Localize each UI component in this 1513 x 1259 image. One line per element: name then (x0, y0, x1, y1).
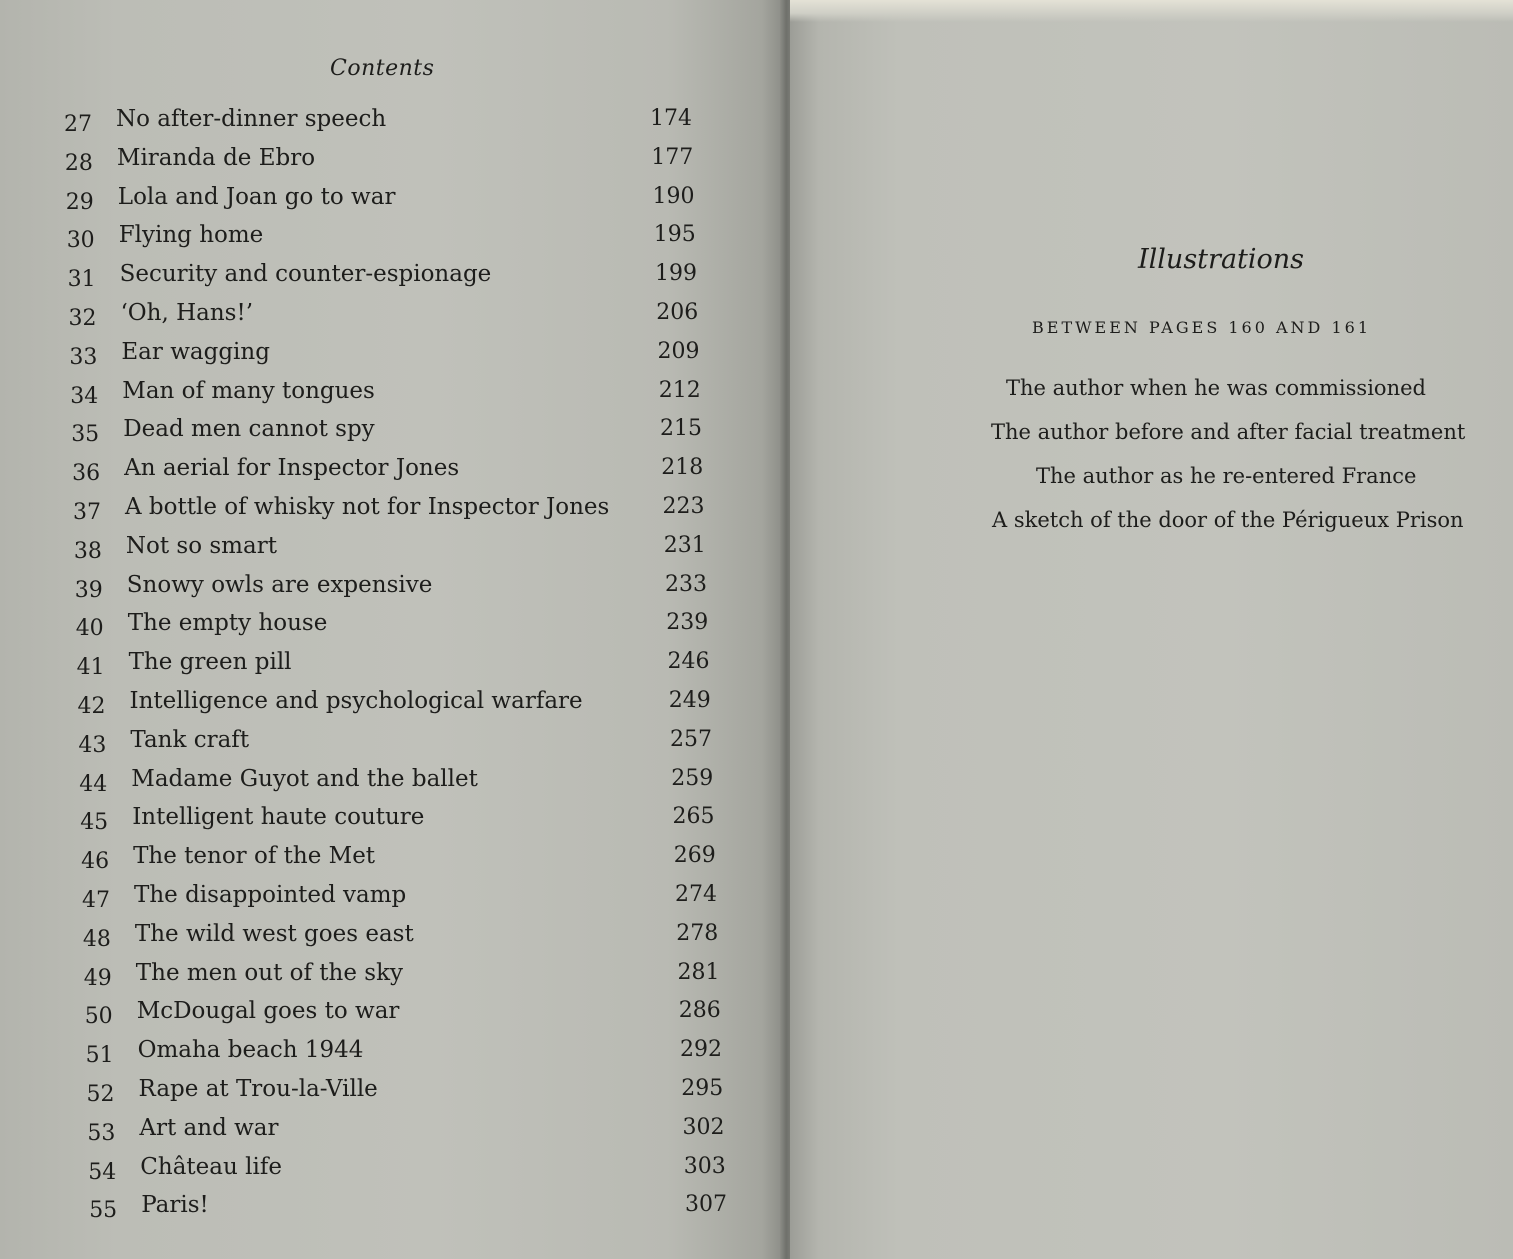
contents-entry (70, 378, 707, 412)
contents-entry (76, 610, 710, 644)
chapter-page-number: 292 (679, 1037, 722, 1063)
contents-entry (78, 727, 710, 761)
illustrations-subheading: BETWEEN PAGES 160 AND 161 (1032, 318, 1371, 337)
illustrations-heading: Illustrations (1138, 244, 1305, 275)
chapter-number: 48 (82, 926, 111, 952)
chapter-title: Tank craft (130, 726, 250, 753)
chapter-number: 40 (75, 616, 104, 642)
chapter-title: Flying home (118, 222, 264, 249)
contents-entry (73, 494, 708, 528)
contents-entry (87, 1114, 725, 1149)
chapter-page-number: 231 (663, 532, 706, 558)
chapter-page-number: 195 (653, 222, 696, 248)
chapter-page-number: 209 (657, 338, 700, 364)
chapter-title: The tenor of the Met (133, 843, 376, 870)
chapter-page-number: 246 (667, 649, 710, 675)
chapter-title: Not so smart (125, 532, 277, 559)
chapter-title: An aerial for Inspector Jones (124, 455, 460, 482)
illustration-item: The author as he re-entered France (1036, 464, 1417, 488)
chapter-number: 51 (85, 1043, 114, 1069)
contents-entry (89, 1192, 727, 1226)
contents-entry (67, 222, 706, 256)
chapter-title: The disappointed vamp (134, 882, 407, 908)
contents-entry (69, 339, 706, 373)
running-head: Contents (330, 56, 435, 81)
chapter-title: The green pill (128, 649, 292, 676)
chapter-page-number: 265 (672, 804, 715, 830)
contents-entry (65, 145, 705, 179)
chapter-page-number: 278 (676, 920, 719, 946)
page-top-edge (790, 0, 1513, 22)
chapter-title: A bottle of whisky not for Inspector Jones (125, 494, 610, 520)
illustrations-page (790, 0, 1513, 1259)
chapter-number: 45 (80, 810, 109, 836)
chapter-number: 27 (64, 112, 92, 137)
contents-entry (84, 998, 721, 1032)
chapter-number: 44 (79, 771, 108, 797)
chapter-page-number: 307 (684, 1192, 727, 1218)
contents-entry (86, 1076, 724, 1110)
chapter-page-number: 303 (683, 1153, 726, 1179)
chapter-page-number: 257 (669, 726, 712, 752)
chapter-number: 29 (65, 189, 94, 215)
chapter-number: 36 (72, 461, 101, 487)
chapter-page-number: 174 (650, 106, 692, 131)
chapter-title: Intelligence and psychological warfare (129, 688, 583, 714)
chapter-number: 31 (67, 267, 96, 293)
chapter-number: 33 (69, 344, 98, 370)
chapter-page-number: 215 (659, 416, 702, 442)
chapter-number: 28 (64, 150, 93, 176)
chapter-page-number: 239 (666, 610, 709, 636)
contents-entry (85, 1037, 722, 1071)
contents-entry (82, 920, 719, 955)
contents-entry (88, 1153, 726, 1188)
chapter-page-number: 302 (682, 1114, 725, 1140)
contents-entry (79, 765, 714, 800)
chapter-number: 30 (66, 228, 95, 254)
chapter-title: Omaha beach 1944 (137, 1037, 364, 1064)
chapter-title: Man of many tongues (122, 377, 375, 404)
chapter-page-number: 199 (654, 261, 697, 287)
contents-entry (75, 572, 709, 606)
chapter-number: 38 (73, 538, 102, 564)
chapter-number: 32 (68, 306, 97, 331)
contents-entry (69, 300, 707, 334)
chapter-title: Snowy owls are expensive (126, 571, 433, 598)
chapter-title: Security and counter-espionage (119, 261, 492, 288)
chapter-title: Rape at Trou-la-Ville (138, 1076, 378, 1102)
chapter-page-number: 206 (656, 300, 699, 325)
chapter-title: Paris! (141, 1192, 209, 1219)
chapter-number: 52 (86, 1082, 115, 1107)
chapter-page-number: 286 (678, 998, 721, 1024)
illustration-item: The author before and after facial treatment (991, 420, 1466, 444)
chapter-page-number: 233 (664, 571, 707, 597)
chapter-number: 46 (81, 849, 110, 875)
chapter-page-number: 177 (651, 144, 694, 170)
chapter-title: No after-dinner speech (116, 106, 387, 132)
chapter-page-number: 249 (668, 688, 711, 713)
chapter-page-number: 281 (677, 959, 720, 985)
chapter-title: Miranda de Ebro (116, 144, 316, 171)
chapter-title: The wild west goes east (134, 920, 414, 947)
chapter-number: 35 (71, 422, 100, 448)
chapter-page-number: 274 (675, 882, 717, 907)
chapter-title: Dead men cannot spy (123, 416, 375, 443)
chapter-number: 39 (74, 577, 103, 603)
chapter-page-number: 212 (658, 377, 701, 403)
contents-entry (77, 649, 710, 683)
chapter-number: 43 (78, 732, 107, 758)
chapter-page-number: 190 (652, 183, 695, 209)
contents-entry (72, 455, 708, 489)
chapter-page-number: 269 (673, 843, 716, 869)
chapter-number: 49 (83, 965, 112, 991)
contents-entry (68, 261, 706, 295)
chapter-number: 34 (70, 383, 99, 409)
chapter-title: The men out of the sky (135, 959, 404, 986)
chapter-number: 50 (84, 1004, 113, 1030)
chapter-title: Intelligent haute couture (132, 804, 425, 831)
chapter-title: McDougal goes to war (136, 998, 400, 1025)
chapter-number: 41 (76, 655, 105, 681)
chapter-title: ‘Oh, Hans!’ (120, 300, 254, 326)
chapter-page-number: 259 (671, 765, 714, 791)
contents-entry (82, 882, 717, 916)
contents-entry (81, 843, 716, 877)
contents-entry (66, 184, 705, 218)
chapter-number: 42 (77, 694, 106, 719)
chapter-page-number: 295 (681, 1076, 724, 1101)
contents-entry (64, 106, 704, 140)
chapter-title: Château life (140, 1153, 282, 1180)
chapter-page-number: 218 (661, 455, 704, 481)
chapter-title: Madame Guyot and the ballet (131, 765, 478, 792)
chapter-title: The empty house (127, 610, 328, 637)
chapter-title: Art and war (139, 1114, 279, 1141)
illustration-item: A sketch of the door of the Périgueux Prison (992, 508, 1464, 532)
chapter-number: 55 (89, 1198, 118, 1224)
illustration-item: The author when he was commissioned (1006, 376, 1426, 400)
chapter-title: Lola and Joan go to war (117, 183, 396, 210)
contents-entry (80, 804, 715, 838)
contents-entry (83, 959, 720, 994)
chapter-number: 47 (82, 888, 110, 913)
contents-entry (74, 533, 709, 567)
chapter-page-number: 223 (662, 494, 705, 519)
chapter-number: 54 (88, 1159, 117, 1185)
chapter-number: 53 (87, 1120, 116, 1146)
contents-entry (71, 416, 707, 450)
contents-entry (78, 688, 711, 722)
chapter-number: 37 (73, 500, 101, 525)
chapter-title: Ear wagging (121, 338, 270, 365)
